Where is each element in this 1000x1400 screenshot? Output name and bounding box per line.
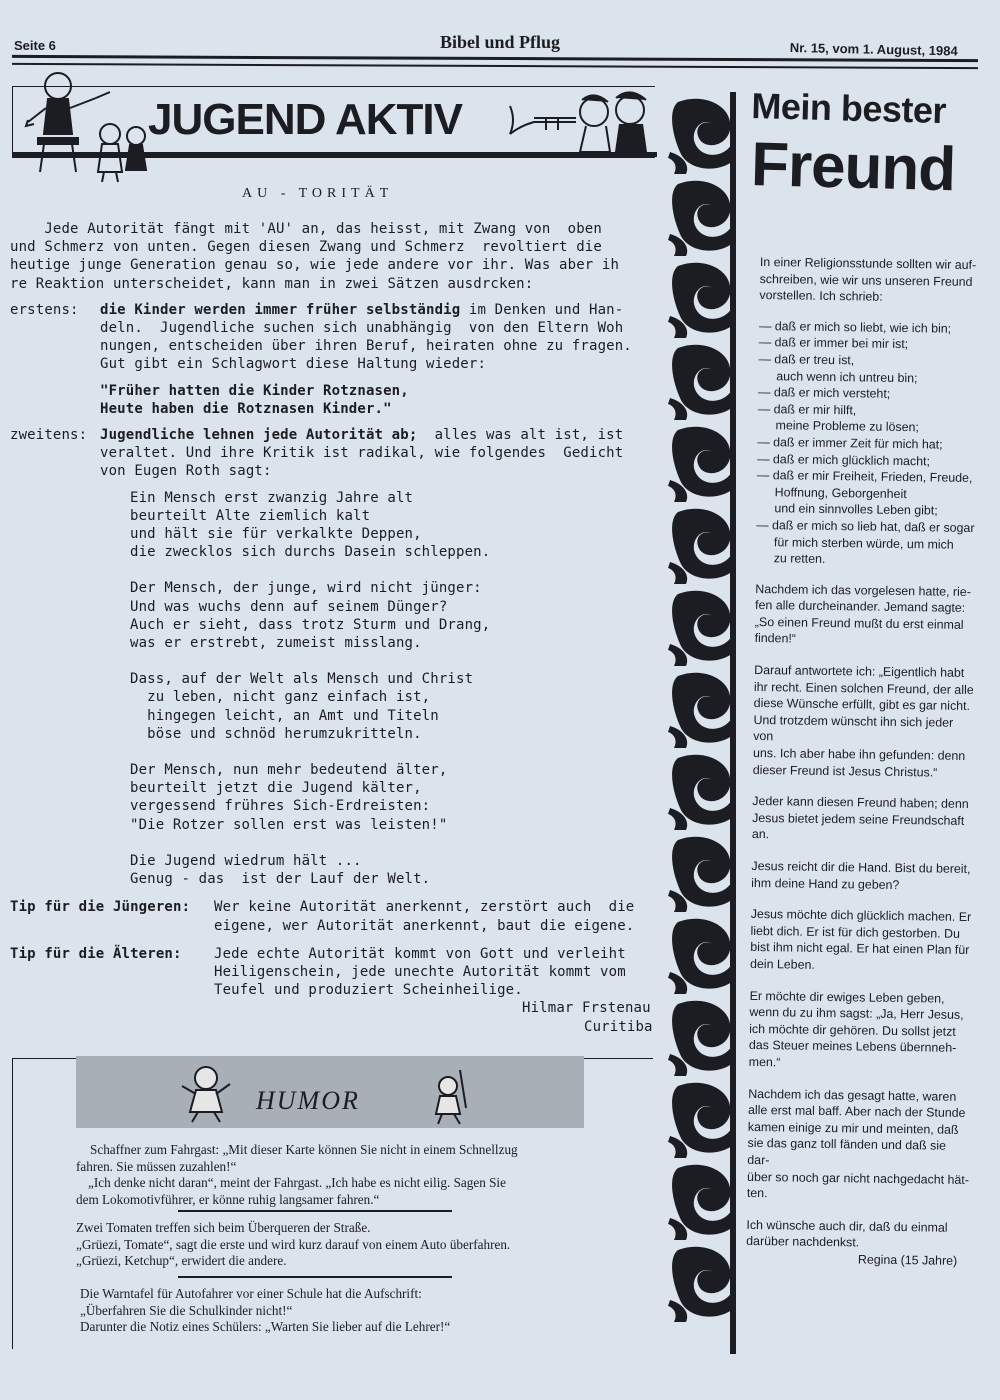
second-point-emphasis: Jugendliche lehnen jede Autorität ab;: [100, 427, 418, 444]
joke-line: „Grüezi, Tomate“, sagt die erste und wird kurz darauf von einem Auto überfahren.: [76, 1236, 511, 1252]
ornament-motif: [668, 1083, 736, 1158]
joke-line: Die Warntafel für Autofahrer vor einer Schule hat die Aufschrift:: [80, 1286, 422, 1301]
poem-line: beurteilt Alte ziemlich kalt: [130, 507, 371, 524]
list-item-text: — daß er immer bei mir ist;: [758, 335, 909, 352]
friend-text-line: finden!“: [754, 631, 797, 647]
quote-line: "Früher hatten die Kinder Rotznasen,: [100, 382, 409, 399]
friend-text-line: Er möchte dir ewiges Leben geben,: [749, 988, 945, 1006]
friend-paragraph: [752, 793, 975, 846]
list-item: [757, 401, 979, 437]
second-point-line: veraltet. Und ihre Kritik ist radikal, wie folgendes Gedicht: [100, 445, 624, 462]
list-item: [756, 517, 979, 570]
first-point-line: deln. Jugendliche suchen sich unabhängig von den Eltern Woh: [100, 320, 624, 337]
friend-paragraph: [753, 662, 977, 781]
poem-stanza: [130, 579, 660, 652]
joke-line: „Überfahren Sie die Schulkinder nicht!“: [80, 1302, 293, 1318]
friend-text-line: Darauf antwortete ich: „Eigentlich habt: [754, 663, 965, 680]
list-item-text: zu retten.: [773, 551, 826, 567]
ornamental-border: [664, 92, 742, 1354]
joke-divider: [178, 1276, 452, 1278]
list-item-text: — daß er mich so liebt, wie ich bin;: [758, 318, 952, 336]
poem-line: Genug - das ist der Lauf der Welt.: [130, 871, 431, 888]
poem-line: hingegen leicht, an Amt und Titeln: [130, 707, 439, 724]
ornament-motif: [668, 181, 736, 256]
joke-line: „Grüezi, Ketchup“, erwidert die andere.: [76, 1253, 287, 1268]
friend-text-line: liebt dich. Er ist für dich gestorben. Du: [750, 923, 961, 941]
ornament-repeat: [668, 99, 736, 1322]
friend-text-line: Jeder kann diesen Freund haben; denn: [752, 794, 969, 812]
joke-line: „Ich denke nicht daran“, meint der Fahrgast. „Ich habe es nicht eilig. Sagen Sie: [88, 1175, 506, 1190]
joke-line: fahren. Sie müssen zuzahlen!“: [76, 1158, 237, 1174]
poem-stanza: [130, 852, 660, 888]
list-item-text: und ein sinnvolles Leben gibt;: [774, 501, 938, 518]
friend-text-line: ihr recht. Einen solchen Freund, der alle: [753, 679, 974, 697]
article-intro-line: heutige junge Generation genau so, wie jede andere vor ihr. Was aber ih: [10, 257, 620, 274]
ornament-motif: [668, 673, 736, 748]
article-title: AU - TORITÄT: [242, 186, 394, 201]
poem: [130, 489, 660, 889]
friend-text-line: vorstellen. Ich schrieb:: [759, 288, 883, 304]
list-item-text: für mich sterben würde, um mich: [773, 534, 954, 552]
joke-1: [76, 1142, 636, 1208]
ornament-motif: [668, 99, 736, 174]
list-item-text: auch wenn ich untreu bin;: [776, 368, 918, 385]
joke-line: Zwei Tomaten treffen sich beim Überqueren der Straße.: [76, 1220, 371, 1235]
friend-paragraph: [749, 987, 972, 1073]
friend-text-line: alle erst mal baff. Aber nach der Stunde: [747, 1103, 966, 1121]
list-item: [756, 467, 979, 520]
banner-title: JUGEND AKTIV: [148, 95, 462, 144]
article-body: [10, 220, 660, 1036]
joke-2: [76, 1220, 636, 1270]
friend-text-line: Jesus reicht dir die Hand. Bist du bereit,: [751, 858, 971, 876]
poem-line: und hält sie für verkalkte Deppen,: [130, 526, 422, 543]
poem-line: Der Mensch, der junge, wird nicht jünger:: [130, 580, 482, 597]
joke-divider: [178, 1210, 452, 1212]
ornament-motif: [668, 755, 736, 830]
ornament-motif: [668, 427, 736, 502]
list-item-text: — daß er mich versteht;: [757, 385, 891, 401]
friend-title-line1: Mein bester: [750, 85, 947, 132]
friend-text-line: dieser Freund ist Jesus Christus.“: [752, 762, 938, 780]
tip-old-label: Tip für die Älteren:: [10, 945, 182, 962]
tip-young-line: Wer keine Autorität anerkennt, zerstört auch die: [214, 899, 635, 916]
friend-text-line: men.“: [748, 1054, 781, 1070]
list-item-text: — daß er mich glücklich macht;: [757, 451, 931, 468]
trumpet-children-illustration: [506, 86, 654, 154]
first-point-line: nungen, entscheiden über ihren Beruf, heiraten ohne zu fragen.: [100, 338, 632, 355]
friend-paragraph: [751, 858, 973, 894]
first-point-rest: im Denken und Han-: [460, 301, 624, 318]
tip-old-line: Jede echte Autorität kommt von Gott und verleiht: [214, 945, 626, 962]
second-point-line: von Eugen Roth sagt:: [100, 463, 272, 480]
friend-paragraph: [750, 906, 973, 975]
friend-text-line: „So einen Freund mußt du erst einmal: [754, 614, 964, 632]
article-place: Curitiba: [584, 1018, 653, 1035]
article-intro-line: re Reaktion unterscheidet, kann man in zwei Sätzen ausdrcken:: [10, 275, 534, 292]
poem-line: was er erstrebt, zumeist misslang.: [130, 635, 422, 652]
poem-line: beurteilt jetzt die Jugend kälter,: [130, 780, 422, 797]
joke-line: dem Lokomotivführer, er könne ruhig langsamer fahren.“: [76, 1191, 380, 1207]
poem-line: vergessend frühres Sich-Erdreisten:: [130, 798, 431, 815]
poem-line: Ein Mensch erst zwanzig Jahre alt: [130, 489, 414, 506]
musician-children-illustration: [18, 64, 148, 184]
friend-text-line: ten.: [746, 1186, 768, 1201]
poem-line: Auch er sieht, dass trotz Sturm und Drang,: [130, 616, 491, 633]
friend-text-line: Nachdem ich das vorgelesen hatte, rie-: [755, 581, 971, 599]
tip-old-line: Heiligenschein, jede unechte Autorität kommt vom: [214, 963, 626, 980]
friend-paragraph: [746, 1217, 968, 1253]
list-item-text: — daß er mir hilft,: [757, 401, 857, 418]
poem-stanza: [130, 761, 660, 834]
publication-title: Bibel und Pflug: [440, 32, 561, 52]
first-point-emphasis: die Kinder werden immer früher selbständig: [100, 301, 461, 318]
friend-text-line: dein Leben.: [749, 956, 815, 972]
poem-line: zu leben, nicht ganz einfach ist,: [130, 689, 431, 706]
friend-text-line: uns. Ich aber habe ihn gefunden: denn: [752, 745, 966, 763]
friend-text-line: an.: [751, 827, 770, 842]
issue-date: Nr. 15, vom 1. August, 1984: [789, 40, 958, 59]
ornament-motif: [668, 1247, 736, 1322]
friend-text-line: diese Wünsche erfüllt, gibt es gar nicht.: [753, 696, 971, 714]
humor-title: HUMOR: [256, 1086, 360, 1115]
friend-paragraph: [755, 581, 978, 650]
header-rule-top: [12, 55, 978, 62]
article-author: Hilmar Frstenau: [522, 1000, 651, 1017]
friend-paragraph: [747, 1085, 971, 1204]
list-item-text: meine Probleme zu lösen;: [775, 418, 919, 435]
friend-text-line: schreiben, wie wir uns unseren Freund: [759, 271, 973, 289]
list-item-text: Hoffnung, Geborgenheit: [774, 484, 907, 501]
list-item-text: — daß er mich so lieb hat, daß er sogar: [756, 517, 975, 535]
second-point-rest: alles was alt ist, ist: [417, 427, 624, 444]
friend-list: [756, 318, 981, 570]
ornament-motif: [668, 509, 736, 584]
friend-text-line: Ich wünsche auch dir, daß du einmal: [746, 1217, 948, 1235]
ornament-motif: [668, 1001, 736, 1076]
list-item-text: — daß er mir Freiheit, Frieden, Freude,: [756, 468, 973, 486]
friend-text-line: bist ihm nicht egal. Er hat einen Plan für: [750, 940, 970, 958]
poem-line: Dass, auf der Welt als Mensch und Christ: [130, 671, 474, 688]
friend-text-line: wenn du zu ihm sagst: „Ja, Herr Jesus,: [749, 1005, 964, 1023]
friend-text-line: ich möchte dir gehören. Du sollst jetzt: [749, 1021, 956, 1039]
first-point-line: Gut gibt ein Schlagwort diese Haltung wieder:: [100, 356, 487, 373]
header-rule-bottom: [12, 63, 978, 69]
friend-text-line: Nachdem ich das gesagt hatte, waren: [748, 1086, 957, 1104]
list-item-text: — daß er treu ist,: [758, 351, 855, 368]
tip-young-label: Tip für die Jüngeren:: [10, 899, 191, 916]
poem-line: Und was wuchs denn auf seinem Dünger?: [130, 598, 448, 615]
joke-3: [80, 1286, 640, 1336]
friend-text-line: Jesus möchte dich glücklich machen. Er: [750, 907, 972, 925]
poem-stanza: [130, 489, 660, 562]
friend-column: [746, 254, 982, 1269]
friend-intro: [759, 254, 982, 307]
ornament-motif: [668, 1165, 736, 1240]
poem-line: die zwecklos sich durchs Dasein schleppen.: [130, 544, 491, 561]
poem-line: Die Jugend wiedrum hält ...: [130, 852, 362, 869]
friend-text-line: Und trotzdem wünscht ihn sich jeder von: [753, 712, 954, 744]
friend-text-line: In einer Religionsstunde sollten wir auf-: [759, 254, 977, 273]
friend-text-line: ihm deine Hand zu geben?: [751, 875, 900, 892]
joke-line: Darunter die Notiz eines Schülers: „Warten Sie lieber auf die Lehrer!“: [80, 1319, 451, 1334]
quote-line: Heute haben die Rotznasen Kinder.": [100, 400, 392, 417]
poem-stanza: [130, 670, 660, 743]
friend-text-line: Jesus bietet jedem seine Freundschaft: [752, 810, 965, 828]
ornament-motif: [668, 837, 736, 912]
first-point-label: erstens:: [10, 301, 79, 318]
tip-old-line: Teufel und produziert Scheinheilige.: [214, 982, 523, 999]
joke-line: Schaffner zum Fahrgast: „Mit dieser Karte können Sie nicht in einem Schnellzug: [90, 1142, 518, 1157]
ornament-motif: [668, 591, 736, 666]
poem-line: "Die Rotzer sollen erst was leisten!": [130, 816, 448, 833]
friend-title-line2: Freund: [750, 130, 957, 205]
article-intro-line: Jede Autorität fängt mit 'AU' an, das heisst, mit Zwang von oben: [10, 221, 602, 237]
friend-text-line: fen alle durcheinander. Jemand sagte:: [754, 598, 966, 616]
ornament-motif: [668, 345, 736, 420]
page-number: Seite 6: [14, 38, 56, 53]
list-item: [758, 351, 980, 387]
ornament-motif: [668, 263, 736, 338]
list-item-text: — daß er immer Zeit für mich hat;: [757, 434, 943, 452]
ornament-motif: [668, 919, 736, 994]
second-point-label: zweitens:: [10, 427, 88, 444]
friend-signature: Regina (15 Jahre): [857, 1252, 958, 1268]
poem-line: böse und schnöd herumzukritteln.: [130, 725, 422, 742]
friend-text-line: über so noch gar nicht nachgedacht hät-: [747, 1169, 970, 1187]
friend-text-line: das Steuer meines Lebens übernneh-: [748, 1038, 957, 1056]
article-intro-line: und Schmerz von unten. Gegen diesen Zwang und Schmerz revoltiert die: [10, 239, 602, 256]
friend-text-line: sie das ganz toll fänden und daß sie dar-: [747, 1136, 947, 1168]
tip-young-line: eigene, wer Autorität anerkennt, baut die eigene.: [214, 917, 635, 934]
friend-text-line: darüber nachdenkst.: [746, 1234, 860, 1250]
poem-line: Der Mensch, nun mehr bedeutend älter,: [130, 762, 448, 779]
friend-text-line: kamen einige zu mir und meinten, daß: [747, 1119, 959, 1137]
